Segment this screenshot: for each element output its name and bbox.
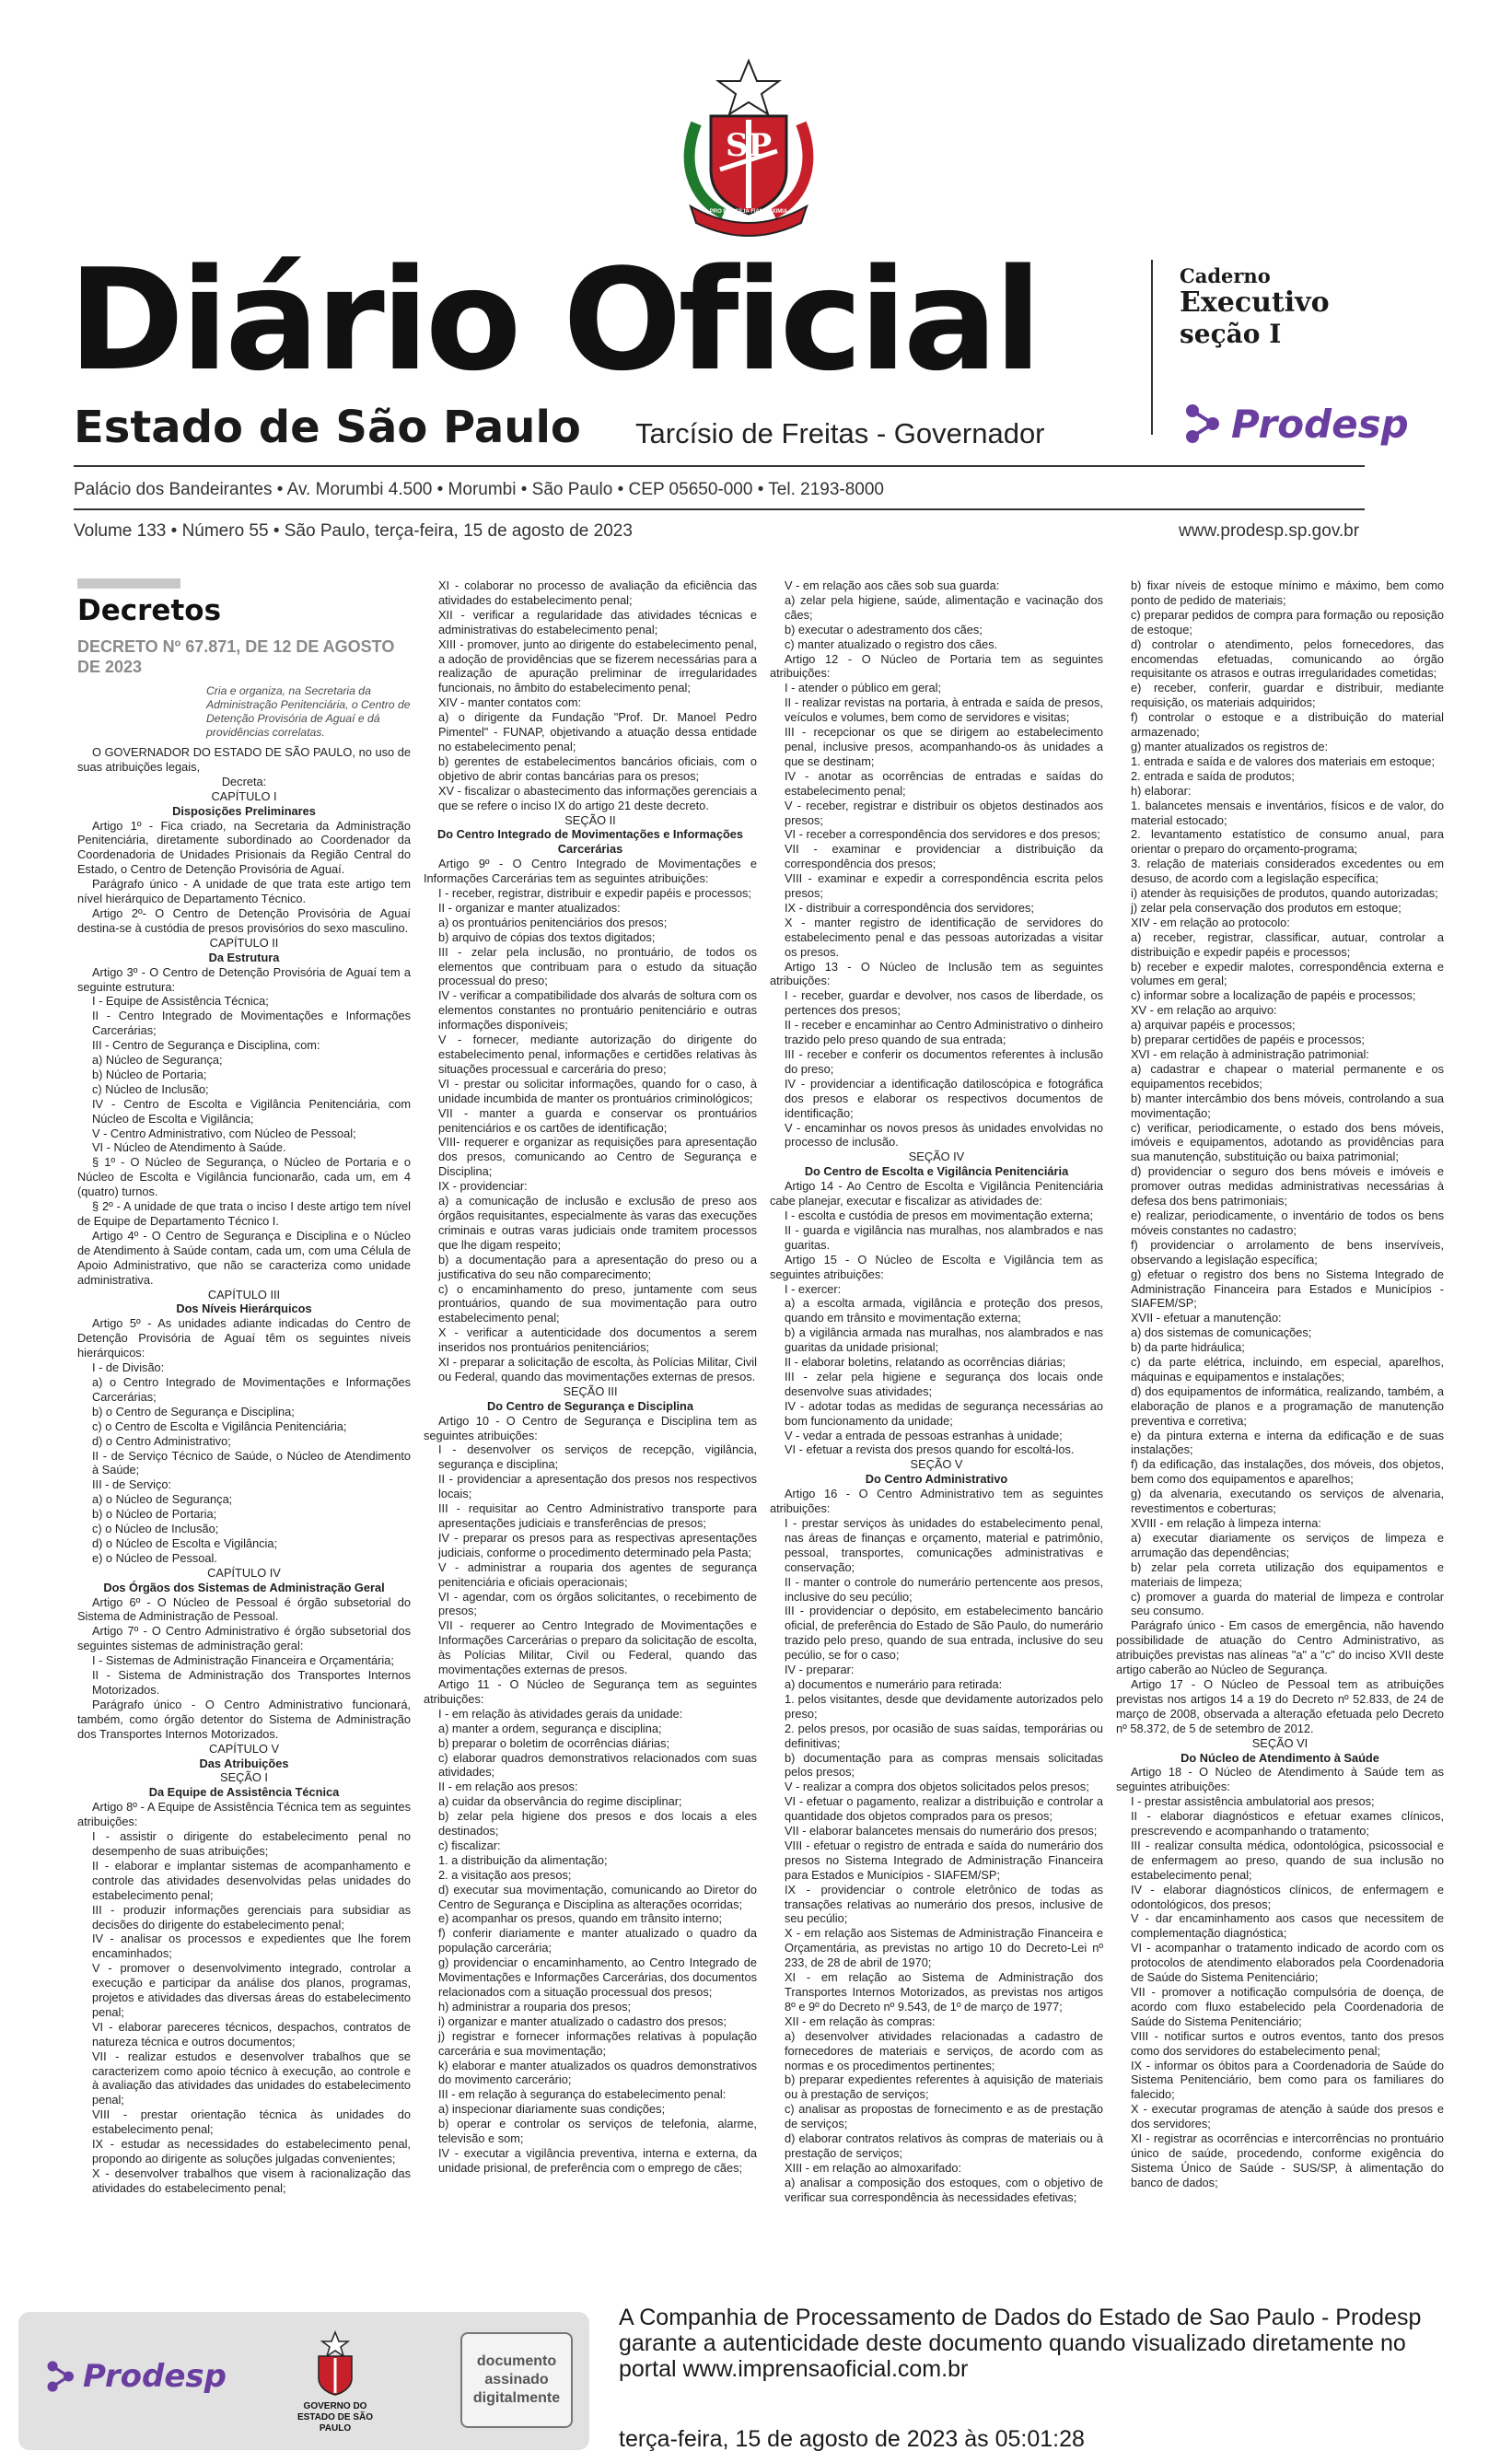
article-paragraph: II - realizar revistas na portaria, à entrada e saída de presos, veículos e volumes, bem como de servidores e visitas; bbox=[785, 695, 1103, 725]
article-paragraph: XI - em relação ao Sistema de Administração dos Transportes Internos Motorizados, as previstas nos artigos 8º e 9º do Decreto nº 9.543, de 1º de março de 1977; bbox=[785, 1970, 1103, 2014]
decree-number: DECRETO Nº 67.871, DE 12 DE AGOSTO DE 2023 bbox=[77, 637, 395, 676]
article-paragraph: IV - Centro de Escolta e Vigilância Penitenciária, com Núcleo de Escolta e Vigilância; bbox=[92, 1096, 411, 1126]
article-paragraph: a) inspecionar diariamente suas condições; bbox=[438, 2102, 666, 2117]
article-paragraph: a) analisar a composição dos estoques, com o objetivo de verificar sua correspondência às necessidades efetivas; bbox=[785, 2175, 1103, 2204]
article-paragraph: c) fiscalizar: bbox=[438, 1838, 501, 1852]
article-paragraph: III - Centro de Segurança e Disciplina, com: bbox=[92, 1038, 320, 1053]
article-paragraph: a) receber, registrar, classificar, autuar, controlar a distribuição e expedir papéis e processos; bbox=[1131, 929, 1444, 959]
article-paragraph: e) da pintura externa e interna da edificação e de suas instalações; bbox=[1131, 1428, 1444, 1457]
article-paragraph: f) conferir diariamente e manter atualizado o quadro da população carcerária; bbox=[438, 1926, 757, 1955]
article-paragraph: V - encaminhar os novos presos às unidades envolvidas no processo de inclusão. bbox=[785, 1120, 1103, 1150]
article-paragraph: I - em relação às atividades gerais da unidade: bbox=[438, 1706, 683, 1721]
article-paragraph: I - prestar assistência ambulatorial aos presos; bbox=[1131, 1794, 1375, 1809]
article-paragraph: b) a documentação para a apresentação do preso ou a justificativa do seu não comparecimento; bbox=[438, 1252, 757, 1281]
article-paragraph: a) a comunicação de inclusão e exclusão de preso aos órgãos requisitantes, especialmente às varas das execuções criminais e outras varas judiciais onde tramitem processos que lhe digam respeito; bbox=[438, 1194, 757, 1252]
article-paragraph: § 1º - O Núcleo de Segurança, o Núcleo de Portaria e o Núcleo de Escolta e Vigilância funcionarão, cada um, em 4 (quatro) turnos. bbox=[77, 1155, 411, 1199]
article-paragraph: VIII - examinar e expedir a correspondência escrita pelos presos; bbox=[785, 871, 1103, 901]
article-paragraph: Artigo 17 - O Núcleo de Pessoal tem as atribuições previstas nos artigos 14 a 19 do Decreto nº 52.833, de 24 de março de 2008, observada a alteração efetuada pelo Decreto nº 58.372, de 5 de setembro de 2012. bbox=[1116, 1676, 1444, 1735]
article-paragraph: IX - distribuir a correspondência dos servidores; bbox=[785, 900, 1034, 915]
article-paragraph: g) manter atualizados os registros de: bbox=[1131, 739, 1329, 753]
article-paragraph: VIII - efetuar o registro de entrada e saída do numerário dos presos no Sistema Integrado de Administração Financeira para Estados e Municípios - SIAFEM/SP; bbox=[785, 1838, 1103, 1882]
article-paragraph: 1. balancetes mensais e inventários, físicos e de valor, do material estocado; bbox=[1131, 798, 1444, 827]
article-paragraph: II - guarda e vigilância nas muralhas, nos alambrados e nas guaritas. bbox=[785, 1222, 1103, 1252]
article-paragraph: a) o Centro Integrado de Movimentações e Informações Carcerárias; bbox=[92, 1374, 411, 1404]
article-paragraph: i) atender às requisições de produtos, quando autorizadas; bbox=[1131, 886, 1438, 901]
article-paragraph: I - de Divisão: bbox=[92, 1360, 165, 1375]
article-paragraph: VII - examinar e providenciar a distribuição da correspondência dos presos; bbox=[785, 842, 1103, 871]
article-paragraph: d) elaborar contratos relativos às compras de materiais ou à prestação de serviços; bbox=[785, 2131, 1103, 2160]
article-paragraph: § 2º - A unidade de que trata o inciso I deste artigo tem nível de Equipe de Departamento Técnico I. bbox=[77, 1199, 411, 1228]
article-paragraph: a) o Núcleo de Segurança; bbox=[92, 1492, 233, 1507]
article-paragraph: b) preparar expedientes referentes à aquisição de materiais ou à prestação de serviços; bbox=[785, 2072, 1103, 2102]
prodesp-mark-icon bbox=[42, 2359, 77, 2394]
article-paragraph: IV - elaborar diagnósticos clínicos, de enfermagem e odontológicos, dos presos; bbox=[1131, 1882, 1444, 1911]
article-paragraph: I - escolta e custódia de presos em movimentação externa; bbox=[785, 1208, 1094, 1222]
article-paragraph: e) o Núcleo de Pessoal. bbox=[92, 1550, 217, 1565]
footer-prodesp-logo bbox=[42, 2358, 227, 2395]
article-paragraph: b) documentação para as compras mensais solicitadas pelos presos; bbox=[785, 1750, 1103, 1780]
article-paragraph: Artigo 16 - O Centro Administrativo tem as seguintes atribuições: bbox=[770, 1487, 1103, 1516]
caderno-label: Caderno bbox=[1180, 264, 1271, 287]
article-paragraph: III - zelar pela higiene e segurança dos locais onde desenvolve suas atividades; bbox=[785, 1369, 1103, 1398]
article-paragraph: c) o Núcleo de Inclusão; bbox=[92, 1522, 219, 1536]
section-label: seção I bbox=[1180, 318, 1282, 349]
article-paragraph: j) zelar pela conservação dos produtos em estoque; bbox=[1131, 900, 1402, 915]
article-paragraph: X - desenvolver trabalhos que visem à racionalização das atividades do estabelecimento penal; bbox=[92, 2165, 411, 2195]
article-paragraph: Parágrafo único - A unidade de que trata este artigo tem nível hierárquico de Departamento Técnico. bbox=[77, 877, 411, 906]
column-1 bbox=[77, 578, 411, 2195]
article-paragraph: h) elaborar: bbox=[1131, 783, 1192, 798]
article-paragraph: 3. relação de materiais considerados excedentes ou em desuso, de acordo com a legislação específica; bbox=[1131, 857, 1444, 886]
article-paragraph: Artigo 9º - O Centro Integrado de Movimentações e Informações Carcerárias tem as seguintes atribuições: bbox=[424, 857, 757, 886]
division-label: CAPÍTULO III bbox=[207, 1287, 281, 1302]
article-paragraph: VII - elaborar balancetes mensais do numerário dos presos; bbox=[785, 1824, 1098, 1838]
state-seal-icon bbox=[308, 2330, 363, 2397]
article-paragraph: IV - anotar as ocorrências de entradas e saídas do estabelecimento penal; bbox=[785, 768, 1103, 798]
article-paragraph: XV - fiscalizar o abastecimento das informações gerenciais a que se refere o inciso IX do artigo 21 deste decreto. bbox=[438, 783, 757, 812]
article-paragraph: d) o Núcleo de Escolta e Vigilância; bbox=[92, 1535, 278, 1550]
coat-motto: PRO BRASILIA FIANT EXIMIA bbox=[709, 209, 788, 215]
article-paragraph: b) zelar pela higiene dos presos e dos locais a eles destinados; bbox=[438, 1809, 757, 1838]
authenticity-notice: A Companhia de Processamento de Dados do Estado de Sao Paulo - Prodesp garante a autenticidade deste documento quando visualizado diretamente no portal www.imprensaoficial.com.br bbox=[619, 2305, 1422, 2382]
article-paragraph: b) zelar pela correta utilização dos equipamentos e materiais de limpeza; bbox=[1131, 1559, 1444, 1589]
article-paragraph: III - receber e conferir os documentos referentes à inclusão do preso; bbox=[785, 1047, 1103, 1076]
article-paragraph: b) da parte hidráulica; bbox=[1131, 1340, 1245, 1355]
article-paragraph: V - Centro Administrativo, com Núcleo de Pessoal; bbox=[92, 1126, 356, 1140]
caderno-name: Executivo bbox=[1180, 286, 1330, 320]
article-paragraph: II - elaborar boletins, relatando as ocorrências diárias; bbox=[785, 1355, 1066, 1370]
article-paragraph: II - elaborar e implantar sistemas de acompanhamento e controle das atividades desenvolvidas pelas unidades do estabelecimento penal; bbox=[92, 1858, 411, 1902]
article-paragraph: V - administrar a rouparia dos agentes de segurança penitenciária e oficiais operacionais; bbox=[438, 1559, 757, 1589]
article-paragraph: Artigo 1º - Fica criado, na Secretaria da Administração Penitenciária, diretamente subordinado ao Coordenador da Coordenadoria de Unidades Prisionais da Região Central do Estado, o Centro de Detenção Provisória de Aguaí. bbox=[77, 818, 411, 877]
article-paragraph: IX - estudar as necessidades do estabelecimento penal, propondo ao dirigente as soluções julgadas convenientes; bbox=[92, 2137, 411, 2165]
section-heading: Da Equipe de Assistência Técnica bbox=[148, 1785, 340, 1800]
article-paragraph: XII - verificar a regularidade das atividades técnicas e administrativas do estabelecimento penal; bbox=[438, 607, 757, 636]
article-paragraph: f) controlar o estoque e a distribuição do material armazenado; bbox=[1131, 710, 1444, 740]
article-paragraph: b) preparar certidões de papéis e processos; bbox=[1131, 1033, 1365, 1047]
prodesp-mark-icon bbox=[1180, 402, 1224, 446]
coat-initials: SP bbox=[725, 127, 773, 164]
article-paragraph: I - receber, registrar, distribuir e expedir papéis e processos; bbox=[438, 886, 751, 901]
article-paragraph: VI - elaborar pareceres técnicos, despachos, contratos de natureza técnica e outros documentos; bbox=[92, 2019, 411, 2049]
article-paragraph: g) da alvenaria, executando os serviços de alvenaria, revestimentos e coberturas; bbox=[1131, 1487, 1444, 1516]
article-paragraph: VI - receber a correspondência dos servidores e dos presos; bbox=[785, 827, 1100, 842]
article-paragraph: XIV - em relação ao protocolo: bbox=[1131, 915, 1290, 929]
article-paragraph: 2. levantamento estatístico de consumo anual, para orientar o preparo do orçamento-programa; bbox=[1131, 827, 1444, 857]
article-paragraph: Artigo 6º - O Núcleo de Pessoal é órgão subsetorial do Sistema de Administração de Pessoal. bbox=[77, 1594, 411, 1624]
government-label: GOVERNO DO ESTADO DE SÃO PAULO bbox=[297, 2401, 374, 2434]
article-paragraph: a) a escolta armada, vigilância e proteção dos presos, quando em trânsito e movimentação externa; bbox=[785, 1296, 1103, 1325]
column-2 bbox=[424, 578, 757, 2175]
article-paragraph: II - manter o controle do numerário pertencente aos presos, inclusive do seu pecúlio; bbox=[785, 1574, 1103, 1604]
article-paragraph: h) administrar a rouparia dos presos; bbox=[438, 1999, 632, 2014]
section-title: Decretos bbox=[77, 594, 222, 627]
article-paragraph: b) gerentes de estabelecimentos bancários oficiais, com o objetivo de abrir contas bancárias para os presos; bbox=[438, 753, 757, 783]
article-paragraph: O GOVERNADOR DO ESTADO DE SÃO PAULO, no uso de suas atribuições legais, bbox=[77, 745, 411, 774]
article-paragraph: c) manter atualizado o registro dos cães. bbox=[785, 636, 998, 651]
article-paragraph: VII - requerer ao Centro Integrado de Movimentações e Informações Carcerárias o preparo da solicitação de escolta, às Polícias Militar, Civil ou Federal, quando das movimentações externas de presos. bbox=[438, 1618, 757, 1677]
article-paragraph: XI - preparar a solicitação de escolta, às Polícias Militar, Civil ou Federal, quando das movimentações externas de presos. bbox=[438, 1355, 757, 1383]
article-paragraph: c) informar sobre a localização de papéis e processos; bbox=[1131, 988, 1416, 1003]
article-paragraph: a) o dirigente da Fundação "Prof. Dr. Manoel Pedro Pimentel" - FUNAP, objetivando a atuação dessa entidade no estabelecimento penal; bbox=[438, 710, 757, 753]
article-paragraph: j) registrar e fornecer informações relativas à população carcerária e sua movimentação; bbox=[438, 2028, 757, 2058]
article-paragraph: c) promover a guarda do material de limpeza e controlar seu consumo. bbox=[1131, 1589, 1444, 1618]
section-tag bbox=[77, 578, 180, 589]
article-paragraph: I - desenvolver os serviços de recepção, vigilância, segurança e disciplina; bbox=[438, 1442, 757, 1472]
article-paragraph: c) preparar pedidos de compra para formação ou reposição de estoque; bbox=[1131, 607, 1444, 636]
section-heading: Do Centro Administrativo bbox=[865, 1472, 1008, 1487]
article-paragraph: c) o encaminhamento do preso, juntamente com seus prontuários, quando de sua movimentação para outro estabelecimento penal; bbox=[438, 1281, 757, 1325]
article-paragraph: VI - efetuar o pagamento, realizar a distribuição e controlar a quantidade dos objetos comprados para os presos; bbox=[785, 1794, 1103, 1824]
division-label: SEÇÃO III bbox=[563, 1383, 618, 1398]
article-paragraph: Artigo 12 - O Núcleo de Portaria tem as seguintes atribuições: bbox=[770, 651, 1103, 681]
article-paragraph: b) arquivo de cópias dos textos digitados; bbox=[438, 929, 656, 944]
column-3 bbox=[770, 578, 1103, 2204]
division-label: SEÇÃO II bbox=[564, 812, 616, 827]
article-paragraph: b) a vigilância armada nas muralhas, nos alambrados e nas guaritas da unidade prisional; bbox=[785, 1325, 1103, 1355]
caderno-block bbox=[1180, 265, 1330, 349]
article-paragraph: IV - executar a vigilância preventiva, interna e externa, da unidade prisional, de preferência com o emprego de cães; bbox=[438, 2145, 757, 2175]
government-logo bbox=[293, 2330, 378, 2434]
article-paragraph: c) Núcleo de Inclusão; bbox=[92, 1081, 209, 1096]
article-paragraph: 2. a visitação aos presos; bbox=[438, 1867, 572, 1882]
address-line: Palácio dos Bandeirantes • Av. Morumbi 4.500 • Morumbi • São Paulo • CEP 05650-000 • Tel. 2193-8000 bbox=[74, 480, 884, 499]
division-label: Decreta: bbox=[221, 774, 267, 788]
article-paragraph: 2. entrada e saída de produtos; bbox=[1131, 768, 1295, 783]
division-label: SEÇÃO VI bbox=[1251, 1735, 1308, 1750]
article-paragraph: VI - agendar, com os órgãos solicitantes, o recebimento de presos; bbox=[438, 1589, 757, 1618]
article-paragraph: III - recepcionar os que se dirigem ao estabelecimento penal, inclusive presos, acompanhando-os às unidades a que se destinam; bbox=[785, 725, 1103, 768]
article-paragraph: VII - promover a notificação compulsória de doença, de acordo com fluxo estabelecido pela Coordenadoria de Saúde do Sistema Penitenciário; bbox=[1131, 1985, 1444, 2028]
article-paragraph: a) executar diariamente os serviços de limpeza e arrumação das dependências; bbox=[1131, 1530, 1444, 1559]
article-paragraph: X - verificar a autenticidade dos documentos a serem inseridos nos prontuários penitenciários; bbox=[438, 1325, 757, 1355]
section-heading: Dos Níveis Hierárquicos bbox=[176, 1302, 312, 1316]
article-paragraph: X - manter registro de identificação de servidores do estabelecimento penal e das pessoas autorizadas a visitar os presos. bbox=[785, 915, 1103, 959]
article-paragraph: Artigo 18 - O Núcleo de Atendimento à Saúde tem as seguintes atribuições: bbox=[1116, 1765, 1444, 1794]
article-paragraph: X - executar programas de atenção à saúde dos presos e dos servidores; bbox=[1131, 2102, 1444, 2131]
digital-signature-stamp bbox=[460, 2332, 573, 2428]
footer-prodesp-wordmark: Prodesp bbox=[83, 2358, 227, 2395]
division-label: SEÇÃO IV bbox=[908, 1150, 965, 1164]
article-paragraph: V - promover o desenvolvimento integrado, controlar a execução e participar da análise dos planos, programas, projetos e atividades das diversas áreas do estabelecimento penal; bbox=[92, 1961, 411, 2019]
article-paragraph: e) receber, conferir, guardar e distribuir, mediante requisição, os materiais adquiridos; bbox=[1131, 681, 1444, 710]
article-paragraph: XVII - efetuar a manutenção: bbox=[1131, 1311, 1282, 1325]
website-link[interactable]: www.prodesp.sp.gov.br bbox=[1179, 521, 1360, 541]
article-paragraph: b) operar e controlar os serviços de telefonia, alarme, televisão e som; bbox=[438, 2117, 757, 2146]
article-paragraph: 2. pelos presos, por ocasião de suas saídas, temporárias ou definitivas; bbox=[785, 1721, 1103, 1750]
article-paragraph: 1. entrada e saída e de valores dos materiais em estoque; bbox=[1131, 753, 1436, 768]
article-paragraph: e) acompanhar os presos, quando em trânsito interno; bbox=[438, 1911, 723, 1926]
article-paragraph: g) efetuar o registro dos bens no Sistema Integrado de Administração Financeira para Estados e Municípios - SIAFEM/SP; bbox=[1131, 1267, 1444, 1311]
article-paragraph: a) Núcleo de Segurança; bbox=[92, 1053, 223, 1068]
article-paragraph: II - Sistema de Administração dos Transportes Internos Motorizados. bbox=[92, 1668, 411, 1697]
division-label: CAPÍTULO IV bbox=[207, 1565, 281, 1580]
article-paragraph: c) verificar, periodicamente, o estado dos bens móveis, imóveis e equipamentos, adotando as providências para sua manutenção, substituição ou baixa patrimonial; bbox=[1131, 1120, 1444, 1164]
division-label: CAPÍTULO I bbox=[211, 788, 277, 803]
column-1-body bbox=[77, 745, 411, 2196]
article-paragraph: I - receber, guardar e devolver, nos casos de liberdade, os pertences dos presos; bbox=[785, 988, 1103, 1018]
prodesp-logo bbox=[1180, 398, 1409, 449]
article-paragraph: 1. a distribuição da alimentação; bbox=[438, 1852, 608, 1867]
article-paragraph: X - em relação aos Sistemas de Administração Financeira e Orçamentária, as previstas no artigo 10 do Decreto-Lei nº 233, de 28 de abril de 1970; bbox=[785, 1926, 1103, 1970]
article-paragraph: a) arquivar papéis e processos; bbox=[1131, 1018, 1296, 1033]
article-paragraph: Artigo 15 - O Núcleo de Escolta e Vigilância tem as seguintes atribuições: bbox=[770, 1252, 1103, 1281]
article-paragraph: V - dar encaminhamento aos casos que necessitem de complementação diagnóstica; bbox=[1131, 1911, 1444, 1941]
article-paragraph: VI - prestar ou solicitar informações, quando for o caso, à unidade incumbida de manter os prontuários criminológicos; bbox=[438, 1076, 757, 1105]
division-label: CAPÍTULO II bbox=[209, 935, 279, 950]
article-paragraph: XIII - promover, junto ao dirigente do estabelecimento penal, a adoção de providências que se fizerem necessárias para a realização de apuração preliminar de irregularidades funcionais, no âmbito do estabelecimento penal; bbox=[438, 636, 757, 695]
publication-timestamp: terça-feira, 15 de agosto de 2023 às 05:01:28 bbox=[619, 2426, 1085, 2452]
article-paragraph: Artigo 4º - O Centro de Segurança e Disciplina e o Núcleo de Atendimento à Saúde contam, cada um, com uma Célula de Apoio Administrativo, que não se caracteriza como unidade administrativa. bbox=[77, 1228, 411, 1287]
article-paragraph: b) executar o adestramento dos cães; bbox=[785, 622, 983, 636]
article-paragraph: VIII- requerer e organizar as requisições para apresentação dos presos, comunicando ao Centro de Segurança e Disciplina; bbox=[438, 1135, 757, 1179]
masthead-divider bbox=[1151, 260, 1153, 435]
article-paragraph: b) receber e expedir malotes, correspondência externa e volumes em geral; bbox=[1131, 959, 1444, 988]
section-heading: Do Núcleo de Atendimento à Saúde bbox=[1181, 1750, 1379, 1765]
article-paragraph: c) elaborar quadros demonstrativos relacionados com suas atividades; bbox=[438, 1750, 757, 1780]
article-paragraph: IX - providenciar o controle eletrônico de todas as transações relativas ao numerário dos presos, inclusive de seu pecúlio; bbox=[785, 1882, 1103, 1926]
article-paragraph: V - fornecer, mediante autorização do dirigente do estabelecimento penal, informações e certidões relativas às situações processual e carcerária do preso; bbox=[438, 1033, 757, 1076]
article-paragraph: b) manter intercâmbio dos bens móveis, controlando a sua movimentação; bbox=[1131, 1091, 1444, 1120]
article-paragraph: III - zelar pela inclusão, no prontuário, de todos os elementos que contribuam para o estudo da situação processual do preso; bbox=[438, 944, 757, 988]
section-heading: Das Atribuições bbox=[199, 1756, 289, 1770]
article-paragraph: XVIII - em relação à limpeza interna: bbox=[1131, 1516, 1321, 1530]
article-paragraph: i) organizar e manter atualizado o cadastro dos presos; bbox=[438, 2014, 727, 2028]
article-paragraph: XVI - em relação à administração patrimonial: bbox=[1131, 1047, 1369, 1061]
article-paragraph: a) cuidar da observância do regime disciplinar; bbox=[438, 1794, 682, 1809]
article-paragraph: V - em relação aos cães sob sua guarda: bbox=[785, 578, 1000, 592]
article-paragraph: III - requisitar ao Centro Administrativo transporte para apresentações judiciais e transferências de presos; bbox=[438, 1501, 757, 1530]
article-paragraph: III - providenciar o depósito, em estabelecimento bancário oficial, de preferência do Estado de São Paulo, do numerário trazido pelo preso, quando de sua entrada, inclusive do seu pecúlio, se for o caso; bbox=[785, 1604, 1103, 1663]
article-paragraph: Artigo 14 - Ao Centro de Escolta e Vigilância Penitenciária cabe planejar, executar e fiscalizar as atividades de: bbox=[770, 1179, 1103, 1208]
article-paragraph: VIII - prestar orientação técnica às unidades do estabelecimento penal; bbox=[92, 2107, 411, 2137]
article-paragraph: I - exercer: bbox=[785, 1281, 842, 1296]
article-paragraph: IX - informar os óbitos para a Coordenadoria de Saúde do Sistema Penitenciário, bem como para os familiares do falecido; bbox=[1131, 2058, 1444, 2102]
article-paragraph: a) desenvolver atividades relacionadas a cadastro de fornecedores de materiais e serviços, de acordo com as normas e os procedimentos pertinentes; bbox=[785, 2028, 1103, 2072]
article-paragraph: f) da edificação, das instalações, dos móveis, dos objetos, bem como dos equipamentos e aparelhos; bbox=[1131, 1457, 1444, 1487]
article-paragraph: b) preparar o boletim de ocorrências diárias; bbox=[438, 1735, 670, 1750]
article-paragraph: VI - acompanhar o tratamento indicado de acordo com os protocolos de atendimento elaborados pela Coordenadoria de Saúde do Sistema Penitenciário; bbox=[1131, 1941, 1444, 1985]
article-paragraph: VI - Núcleo de Atendimento à Saúde. bbox=[92, 1140, 286, 1155]
article-paragraph: XV - em relação ao arquivo: bbox=[1131, 1003, 1277, 1018]
article-paragraph: e) realizar, periodicamente, o inventário de todos os bens móveis constantes no cadastro; bbox=[1131, 1208, 1444, 1237]
article-paragraph: XI - colaborar no processo de avaliação da eficiência das atividades do estabelecimento penal; bbox=[438, 578, 757, 607]
coat-of-arms-icon bbox=[680, 59, 818, 234]
article-paragraph: Parágrafo único - O Centro Administrativo funcionará, também, como órgão detentor do Sistema de Administração dos Transportes Internos Motorizados. bbox=[77, 1697, 411, 1741]
article-paragraph: XIII - em relação ao almoxarifado: bbox=[785, 2160, 962, 2175]
page-title: Diário Oficial bbox=[68, 239, 1039, 402]
article-paragraph: II - receber e encaminhar ao Centro Administrativo o dinheiro trazido pelo preso quando de sua entrada; bbox=[785, 1018, 1103, 1047]
article-paragraph: II - de Serviço Técnico de Saúde, o Núcleo de Atendimento à Saúde; bbox=[92, 1448, 411, 1477]
article-paragraph: Artigo 2º- O Centro de Detenção Provisória de Aguaí destina-se à custódia de presos provisórios do sexo masculino. bbox=[77, 905, 411, 935]
article-paragraph: I - atender o público em geral; bbox=[785, 681, 942, 695]
article-paragraph: IV - analisar os processos e expedientes que lhe forem encaminhados; bbox=[92, 1932, 411, 1961]
article-paragraph: II - Centro Integrado de Movimentações e Informações Carcerárias; bbox=[92, 1009, 411, 1038]
article-paragraph: c) o Centro de Escolta e Vigilância Penitenciária; bbox=[92, 1418, 347, 1433]
article-paragraph: III - produzir informações gerenciais para subsidiar as decisões do dirigente do estabelecimento penal; bbox=[92, 1902, 411, 1932]
article-paragraph: IV - preparar os presos para as respectivas apresentações judiciais, conforme o procedimento determinado pela Pasta; bbox=[438, 1530, 757, 1559]
article-paragraph: XI - registrar as ocorrências e intercorrências no prontuário único de saúde, procedendo, conforme exigência do Sistema Único de Saúde - SUS/SP, à alimentação do banco de dados; bbox=[1131, 2131, 1444, 2189]
article-paragraph: b) fixar níveis de estoque mínimo e máximo, bem como ponto de pedido de materiais; bbox=[1131, 578, 1444, 607]
article-paragraph: a) os prontuários penitenciários dos presos; bbox=[438, 915, 668, 929]
section-heading: Do Centro de Segurança e Disciplina bbox=[486, 1398, 693, 1413]
article-paragraph: Artigo 5º - As unidades adiante indicadas do Centro de Detenção Provisória de Aguaí têm os seguintes níveis hierárquicos: bbox=[77, 1316, 411, 1360]
article-paragraph: 1. pelos visitantes, desde que devidamente autorizados pelo preso; bbox=[785, 1691, 1103, 1721]
division-label: SEÇÃO I bbox=[220, 1770, 268, 1785]
article-paragraph: VIII - notificar surtos e outros eventos, tanto dos presos como dos servidores do estabelecimento penal; bbox=[1131, 2028, 1444, 2058]
article-paragraph: k) elaborar e manter atualizados os quadros demonstrativos do movimento carcerário; bbox=[438, 2058, 757, 2087]
article-paragraph: Artigo 7º - O Centro Administrativo é órgão subsetorial dos seguintes sistemas de administração geral: bbox=[77, 1624, 411, 1653]
article-paragraph: I - prestar serviços às unidades do estabelecimento penal, nas áreas de finanças e orçamento, material e patrimônio, pessoal, transportes, comunicações administrativas e conservação; bbox=[785, 1516, 1103, 1574]
article-paragraph: b) o Núcleo de Portaria; bbox=[92, 1507, 217, 1522]
article-paragraph: I - Sistemas de Administração Financeira e Orçamentária; bbox=[92, 1653, 394, 1668]
issue-line: Volume 133 • Número 55 • São Paulo, terça-feira, 15 de agosto de 2023 bbox=[74, 521, 633, 541]
article-paragraph: Artigo 8º - A Equipe de Assistência Técnica tem as seguintes atribuições: bbox=[77, 1800, 411, 1829]
article-paragraph: a) documentos e numerário para retirada: bbox=[785, 1676, 1003, 1691]
column-4-body bbox=[1116, 578, 1444, 2190]
division-label: CAPÍTULO V bbox=[208, 1741, 280, 1756]
article-paragraph: f) providenciar o arrolamento de bens inservíveis, observando a legislação específica; bbox=[1131, 1237, 1444, 1267]
section-heading: Do Centro Integrado de Movimentações e Informações Carcerárias bbox=[436, 827, 744, 857]
article-paragraph: VII - manter a guarda e conservar os prontuários penitenciários e os cartões de identificação; bbox=[438, 1105, 757, 1135]
article-paragraph: II - organizar e manter atualizados: bbox=[438, 900, 621, 915]
state-name: Estado de São Paulo bbox=[74, 402, 581, 453]
header-rule-middle bbox=[74, 508, 1365, 510]
decree-summary: Cria e organiza, na Secretaria da Administração Penitenciária, o Centro de Detenção Provisória de Aguaí e dá providências correlatas. bbox=[206, 684, 411, 739]
article-paragraph: III - de Serviço: bbox=[92, 1477, 172, 1492]
stamp-label: documento assinado digitalmente bbox=[472, 2353, 561, 2406]
article-paragraph: a) cadastrar e chapear o material permanente e os equipamentos recebidos; bbox=[1131, 1061, 1444, 1091]
article-paragraph: V - receber, registrar e distribuir os objetos destinados aos presos; bbox=[785, 798, 1103, 827]
governor-name: Tarcísio de Freitas - Governador bbox=[635, 417, 1045, 449]
article-paragraph: a) dos sistemas de comunicações; bbox=[1131, 1325, 1312, 1340]
article-paragraph: XII - em relação às compras: bbox=[785, 2014, 936, 2028]
section-heading: Da Estrutura bbox=[208, 950, 280, 964]
column-3-body bbox=[770, 578, 1103, 2205]
article-paragraph: IV - preparar: bbox=[785, 1663, 855, 1677]
article-paragraph: Artigo 10 - O Centro de Segurança e Disciplina tem as seguintes atribuições: bbox=[424, 1413, 757, 1442]
article-paragraph: I - Equipe de Assistência Técnica; bbox=[92, 994, 269, 1009]
article-paragraph: c) da parte elétrica, incluindo, em especial, aparelhos, máquinas e equipamentos e instalações; bbox=[1131, 1355, 1444, 1383]
article-paragraph: d) controlar o atendimento, pelos fornecedores, das encomendas efetuadas, comunicando ao órgão requisitante os atrasos e outras irregularidades cometidas; bbox=[1131, 636, 1444, 681]
prodesp-wordmark: Prodesp bbox=[1231, 401, 1409, 447]
article-paragraph: IV - verificar a compatibilidade dos alvarás de soltura com os elementos constantes no prontuário penitenciário e outras informações disponíveis; bbox=[438, 988, 757, 1033]
article-paragraph: VI - efetuar a revista dos presos quando for escoltá-los. bbox=[785, 1442, 1075, 1457]
article-paragraph: a) manter a ordem, segurança e disciplina; bbox=[438, 1721, 662, 1735]
article-paragraph: IV - adotar todas as medidas de segurança necessárias ao bom funcionamento da unidade; bbox=[785, 1398, 1103, 1428]
article-paragraph: d) dos equipamentos de informática, realizando, também, a elaboração de planos e a programação de manutenção preventiva e corretiva; bbox=[1131, 1383, 1444, 1428]
article-paragraph: g) providenciar o encaminhamento, ao Centro Integrado de Movimentações e Informações Carcerárias, dos documentos relacionados com a situação processual dos presos; bbox=[438, 1955, 757, 1999]
article-paragraph: Artigo 13 - O Núcleo de Inclusão tem as seguintes atribuições: bbox=[770, 959, 1103, 988]
article-paragraph: III - em relação à segurança do estabelecimento penal: bbox=[438, 2087, 727, 2102]
article-paragraph: II - elaborar diagnósticos e efetuar exames clínicos, prescrevendo e acompanhando o tratamento; bbox=[1131, 1809, 1444, 1838]
article-paragraph: c) analisar as propostas de fornecimento e as de prestação de serviços; bbox=[785, 2102, 1103, 2131]
article-paragraph: a) zelar pela higiene, saúde, alimentação e vacinação dos cães; bbox=[785, 592, 1103, 622]
header-rule-top bbox=[74, 465, 1365, 467]
article-paragraph: Artigo 11 - O Núcleo de Segurança tem as seguintes atribuições: bbox=[424, 1676, 757, 1706]
column-2-body bbox=[424, 578, 757, 2176]
column-4 bbox=[1116, 578, 1444, 2189]
section-heading: Dos Órgãos dos Sistemas de Administração Geral bbox=[103, 1580, 385, 1594]
article-paragraph: II - providenciar a apresentação dos presos nos respectivos locais; bbox=[438, 1472, 757, 1501]
article-paragraph: d) executar sua movimentação, comunicando ao Diretor do Centro de Segurança e Disciplina as alterações ocorridas; bbox=[438, 1882, 757, 1911]
article-paragraph: IV - providenciar a identificação datiloscópica e fotográfica dos presos e elaborar os respectivos documentos de identificação; bbox=[785, 1076, 1103, 1120]
article-paragraph: III - realizar consulta médica, odontológica, psicossocial e de enfermagem ao preso, quando de sua inclusão no estabelecimento penal; bbox=[1131, 1838, 1444, 1882]
article-paragraph: V - realizar a compra dos objetos solicitados pelos presos; bbox=[785, 1780, 1089, 1794]
article-paragraph: d) o Centro Administrativo; bbox=[92, 1433, 231, 1448]
article-paragraph: d) providenciar o seguro dos bens móveis e imóveis e promover outras medidas administrativas necessárias à defesa dos bens patrimoniais; bbox=[1131, 1164, 1444, 1208]
article-paragraph: b) Núcleo de Portaria; bbox=[92, 1067, 207, 1081]
article-paragraph: I - assistir o dirigente do estabelecimento penal no desempenho de suas atribuições; bbox=[92, 1829, 411, 1858]
section-heading: Disposições Preliminares bbox=[172, 803, 316, 818]
section-heading: Do Centro de Escolta e Vigilância Penitenciária bbox=[804, 1164, 1069, 1179]
article-paragraph: IX - providenciar: bbox=[438, 1179, 528, 1194]
article-paragraph: V - vedar a entrada de pessoas estranhas à unidade; bbox=[785, 1428, 1063, 1442]
division-label: SEÇÃO V bbox=[910, 1457, 963, 1472]
article-paragraph: b) o Centro de Segurança e Disciplina; bbox=[92, 1404, 295, 1418]
article-paragraph: Artigo 3º - O Centro de Detenção Provisória de Aguaí tem a seguinte estrutura: bbox=[77, 964, 411, 994]
article-paragraph: VII - realizar estudos e desenvolver trabalhos que se caracterizem como apoio técnico à execução, ao controle e à avaliação das atividades das unidades do estabelecimento penal; bbox=[92, 2049, 411, 2107]
article-paragraph: XIV - manter contatos com: bbox=[438, 695, 582, 710]
article-paragraph: II - em relação aos presos: bbox=[438, 1780, 578, 1794]
article-paragraph: Parágrafo único - Em casos de emergência, não havendo possibilidade de atuação do Centro Administrativo, as atribuições previstas nas alíneas "a" a "c" do inciso XVII deste artigo caberão ao Núcleo de Segurança. bbox=[1116, 1618, 1444, 1677]
